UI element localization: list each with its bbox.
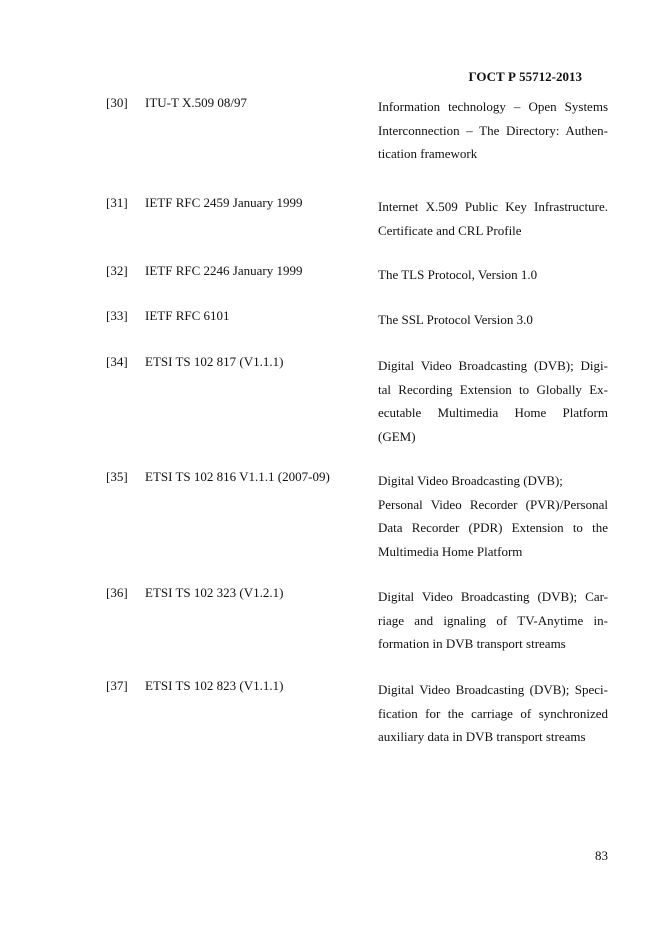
reference-title-line: ecutable Multimedia Home Platform [378, 405, 608, 420]
reference-title-line: The SSL Protocol Version 3.0 [378, 312, 533, 327]
reference-document-id: ETSI TS 102 823 (V1.1.1) [145, 678, 284, 693]
reference-number: [33] [106, 308, 128, 323]
reference-document-id: ETSI TS 102 323 (V1.2.1) [145, 585, 284, 600]
reference-entry [0, 469, 661, 559]
document-code-header: ГОСТ Р 55712-2013 [468, 69, 582, 84]
reference-document-id: IETF RFC 6101 [145, 308, 230, 323]
reference-document-id: ETSI TS 102 816 V1.1.1 (2007-09) [145, 469, 330, 484]
reference-number: [31] [106, 195, 128, 210]
reference-title-line: Digital Video Broadcasting (DVB); [378, 473, 563, 488]
reference-title-line: Multimedia Home Platform [378, 543, 523, 559]
reference-title [378, 195, 608, 242]
reference-number: [35] [106, 469, 128, 484]
reference-title-line: Digital Video Broadcasting (DVB); Digi- [378, 358, 608, 373]
reference-entry [0, 354, 661, 444]
reference-document-id: ETSI TS 102 817 (V1.1.1) [145, 354, 284, 369]
reference-title [378, 354, 608, 448]
reference-number: [34] [106, 354, 128, 369]
reference-number: [36] [106, 585, 128, 600]
page-number: 83 [595, 848, 608, 863]
reference-number: [32] [106, 263, 128, 278]
reference-title-line: Internet X.509 Public Key Infrastructure. [378, 199, 608, 214]
reference-document-id: IETF RFC 2459 January 1999 [145, 195, 303, 210]
reference-title-line: Data Recorder (PDR) Extension to the [378, 520, 608, 535]
reference-title-line: The TLS Protocol, Version 1.0 [378, 267, 538, 282]
reference-title-line: riage and ignaling of TV-Anytime in- [378, 612, 608, 628]
reference-document-id: IETF RFC 2246 January 1999 [145, 263, 303, 278]
reference-number: [37] [106, 678, 128, 693]
reference-title-line: auxiliary data in DVB transport streams [378, 729, 586, 744]
reference-document-id: ITU-T X.509 08/97 [145, 95, 247, 110]
reference-entry [0, 263, 661, 286]
reference-title-line: tication framework [378, 146, 478, 161]
reference-title [378, 263, 608, 287]
reference-title-line: Digital Video Broadcasting (DVB); Speci- [378, 682, 608, 697]
reference-title [378, 95, 608, 166]
reference-title-line: Information technology – Open Systems [378, 99, 608, 114]
reference-title-line: Interconnection – The Directory: Authen- [378, 122, 608, 138]
reference-title-line: Certificate and CRL Profile [378, 222, 522, 238]
reference-title [378, 678, 608, 749]
reference-title-line: tal Recording Extension to Globally Ex- [378, 381, 608, 397]
reference-number: [30] [106, 95, 128, 110]
reference-title [378, 469, 608, 563]
reference-title [378, 308, 608, 332]
reference-entry [0, 195, 661, 238]
reference-title-line: Digital Video Broadcasting (DVB); Car- [378, 589, 608, 604]
reference-title [378, 585, 608, 656]
reference-title-line: fication for the carriage of synchronized [378, 705, 608, 721]
reference-title-line: Personal Video Recorder (PVR)/Personal [378, 496, 608, 512]
reference-entry [0, 585, 661, 651]
reference-title-line: formation in DVB transport streams [378, 636, 566, 651]
reference-entry [0, 678, 661, 744]
reference-entry [0, 308, 661, 331]
reference-entry [0, 95, 661, 161]
reference-title-line: (GEM) [378, 428, 416, 444]
